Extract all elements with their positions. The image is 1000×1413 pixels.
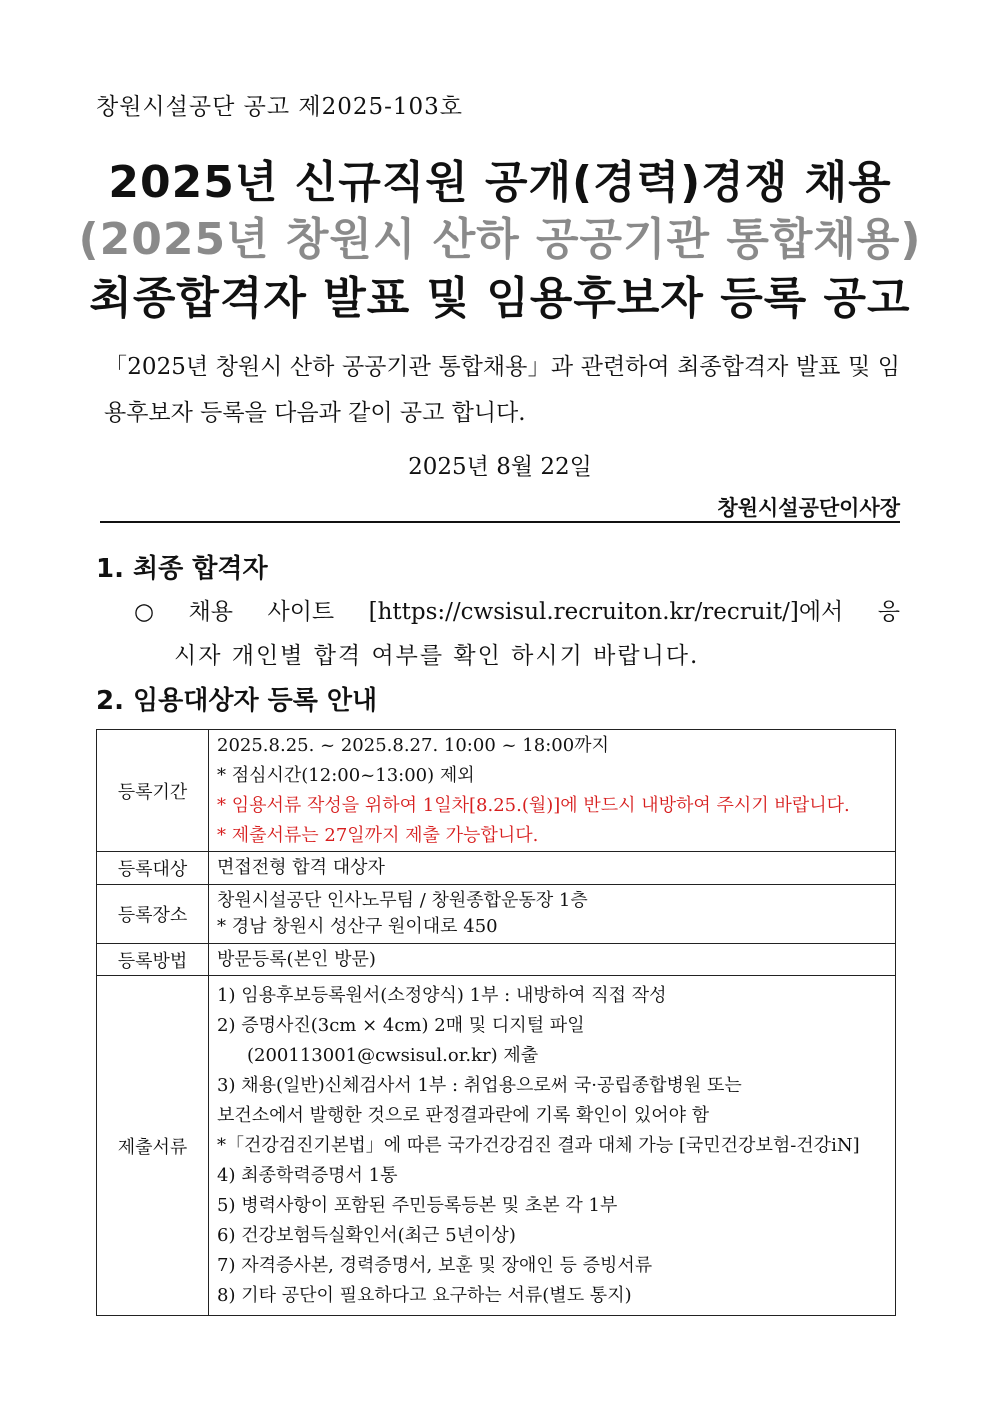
document-item: 2) 증명사진(3cm × 4cm) 2매 및 디지털 파일 (217, 1014, 585, 1036)
table-row-place (97, 885, 896, 944)
row-label: 등록방법 (97, 944, 209, 976)
announcement-title: 최종합격자 발표 및 임용후보자 등록 공고 (89, 273, 911, 324)
period-notice-red: * 제출서류는 27일까지 제출 가능합니다. (217, 824, 539, 846)
recruit-site-link[interactable]: [https://cwsisul.recruiton.kr/recruit/]에서 (368, 599, 844, 625)
document-item: 보건소에서 발행한 것으로 판정결과란에 기록 확인이 있어야 함 (217, 1104, 710, 1126)
document-item: 8) 기타 공단이 필요하다고 요구하는 서류(별도 통지) (217, 1284, 632, 1306)
document-item: 1) 임용후보등록원서(소정양식) 1부 : 내방하여 직접 작성 (217, 984, 667, 1006)
bullet-word: 채용 (188, 599, 233, 625)
period-note: * 점심시간(12:00~13:00) 제외 (217, 764, 475, 786)
document-item: 4) 최종학력증명서 1통 (217, 1164, 398, 1186)
table-row-target (97, 852, 896, 885)
issuer: 창원시설공단이사장 (717, 495, 900, 520)
row-content (209, 730, 896, 852)
bullet-word: 응 (877, 599, 900, 625)
row-label: 제출서류 (97, 976, 209, 1316)
period-dates: 2025.8.25. ~ 2025.8.27. 10:00 ~ 18:00까지 (217, 734, 609, 756)
notice-number: 창원시설공단 공고 제2025-103호 (96, 94, 464, 120)
row-content (209, 885, 896, 944)
section-1-bullet (134, 590, 900, 678)
document-item: 6) 건강보험득실확인서(최근 5년이상) (217, 1224, 516, 1246)
bullet-line-2: 시자 개인별 합격 여부를 확인 하시기 바랍니다. (174, 643, 700, 669)
row-content (209, 976, 896, 1316)
intro-paragraph: 「2025년 창원시 산하 공공기관 통합채용」과 관련하여 최종합격자 발표 및 임용후보자 등록을 다음과 같이 공고 합니다. (104, 354, 900, 426)
page-title: 2025년 신규직원 공개(경력)경쟁 채용 (108, 157, 892, 208)
registration-table (96, 729, 896, 1316)
page-subtitle: (2025년 창원시 산하 공공기관 통합채용) (78, 214, 922, 265)
row-content (209, 852, 896, 885)
table-row-period (97, 730, 896, 852)
table-row-method (97, 944, 896, 976)
photo-email[interactable]: (200113001@cwsisul.or.kr) 제출 (247, 1044, 539, 1066)
announcement-date: 2025년 8월 22일 (408, 454, 592, 480)
document-item: 3) 채용(일반)신체검사서 1부 : 취업용으로써 국·공립종합병원 또는 (217, 1074, 742, 1096)
method-text: 방문등록(본인 방문) (217, 948, 376, 970)
document-item: 5) 병력사항이 포함된 주민등록등본 및 초본 각 1부 (217, 1194, 618, 1216)
target-text: 면접전형 합격 대상자 (217, 857, 385, 878)
place-text: 창원시설공단 인사노무팀 / 창원종합운동장 1층 (217, 890, 588, 911)
document-item: 7) 자격증사본, 경력증명서, 보훈 및 장애인 등 증빙서류 (217, 1254, 653, 1276)
row-label: 등록장소 (97, 885, 209, 944)
bullet-word: 사이트 (267, 599, 335, 625)
bullet-mark: ○ (134, 599, 155, 625)
row-label: 등록대상 (97, 852, 209, 885)
bullet-line-1 (134, 590, 900, 634)
section-1-heading: 1. 최종 합격자 (96, 554, 268, 584)
table-row-documents (97, 976, 896, 1316)
document-note: *「건강검진기본법」에 따른 국가건강검진 결과 대체 가능 [국민건강보험-건강iN] (217, 1134, 860, 1156)
section-2-heading: 2. 임용대상자 등록 안내 (96, 686, 378, 716)
period-notice-red: * 임용서류 작성을 위하여 1일차[8.25.(월)]에 반드시 내방하여 주시기 바랍니다. (217, 794, 850, 816)
place-address: * 경남 창원시 성산구 원이대로 450 (217, 916, 498, 937)
row-label: 등록기간 (97, 730, 209, 852)
divider (100, 521, 900, 523)
row-content (209, 944, 896, 976)
